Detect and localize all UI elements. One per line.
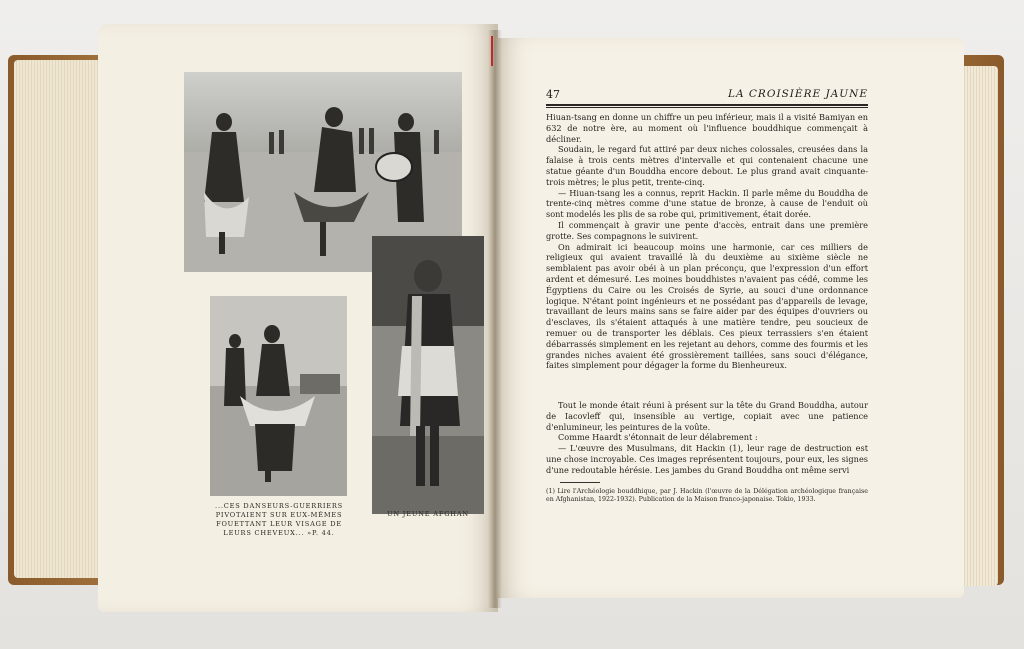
page-header xyxy=(546,88,868,104)
book-gutter xyxy=(488,30,502,608)
photo-young-afghan xyxy=(372,236,484,514)
caption-dancers: ...CES DANSEURS-GUERRIERS PIVOTAIENT SUR EUX-MÊMES FOUETTANT LEUR VISAGE DE LEURS CHEVEUX... »P. 44. xyxy=(215,502,343,537)
paragraph: Tout le monde était réuni à présent sur la tête du Grand Bouddha, autour de Iacovleff qui, insensible au vertige, copiait avec une patience d'enlumineur, les peintures de la voûte. xyxy=(546,400,868,432)
paragraph: — L'œuvre des Musulmans, dit Hackin (1), leur rage de destruction est une chose incroyable. Ces images représentent toujours, pour eux, les signes d'une redoutable hérésie. Les jambes du Grand Bouddha ont même servi xyxy=(546,443,868,475)
paragraph: Hiuan-tsang en donne un chiffre un peu inférieur, mais il a visité Bamiyan en 632 de notre ère, au moment où l'influence bouddhique commençait à décliner. xyxy=(546,112,868,144)
paragraph: Il commençait à gravir une pente d'accès, entrait dans une première grotte. Ses compagnons le suivirent. xyxy=(546,219,868,241)
paragraph: On admirait ici beaucoup moins une harmonie, car ces milliers de religieux qui avaient travaillé là du deuxième au sixième siècle ne semblaient pas avoir obéi à un plan préconçu, que l'expression d'un effort ardent et démesuré. Les moines bouddhistes n'avaient pas cédé, comme les Égyptiens du Caire ou les Croisés de Syrie, au souci d'une ordonnance logique. N'étant point ingénieurs et ne possédant pas d'appareils de levage, travaillant de leurs mains sans se faire aider par des équipes d'ouvriers ou d'esclaves, ils s'étaient attaqués à une matière tendre, peu soucieux de remuer ou de transporter les déblais. Ces pieux terrassiers s'en étaient débarrassés simplement en les rejetant au dehors, comme des fourmis et les grandes niches avaient été grossièrement taillées, sans souci d'élégance, faites simplement pour dégager la forme du Bienheureux. xyxy=(546,241,868,371)
body-text-bottom xyxy=(546,400,868,476)
page-edges-left xyxy=(14,60,104,578)
photo-dancer-pivoting xyxy=(210,296,347,496)
paragraph: Soudain, le regard fut attiré par deux niches colossales, creusées dans la falaise à trois cents mètres d'intervalle et qui contenaient chacune une statue géante d'un Bouddha encore debout. Le plus grand avait cinquante-trois mètres; le plus petit, trente-cinq. xyxy=(546,144,868,187)
caption-young-afghan: UN JEUNE AFGHAN xyxy=(386,510,469,518)
paragraph: — Hiuan-tsang les a connus, reprit Hackin. Il parle même du Bouddha de trente-cinq mètres comme d'une statue de bronze, à cause de l'enduit où sont modelés les plis de sa robe qui, primitivement, était dorée. xyxy=(546,187,868,220)
paragraph: Comme Haardt s'étonnait de leur délabrement : xyxy=(558,432,758,443)
bookmark-ribbon xyxy=(491,36,493,66)
header-rule-thin xyxy=(546,107,868,108)
body-text-top xyxy=(546,112,868,371)
footnote: (1) Lire l'Archéologie bouddhique, par J. Hackin (l'œuvre de la Délégation archéologique française en Afghanistan, 1922-1932). Publication de la Maison franco-japonaise. Tokio, 1933. xyxy=(546,488,868,504)
header-rule xyxy=(546,104,868,106)
footnote-rule xyxy=(560,482,600,483)
running-title: LA CROISIÈRE JAUNE xyxy=(728,88,868,100)
page-number: 47 xyxy=(546,88,560,101)
